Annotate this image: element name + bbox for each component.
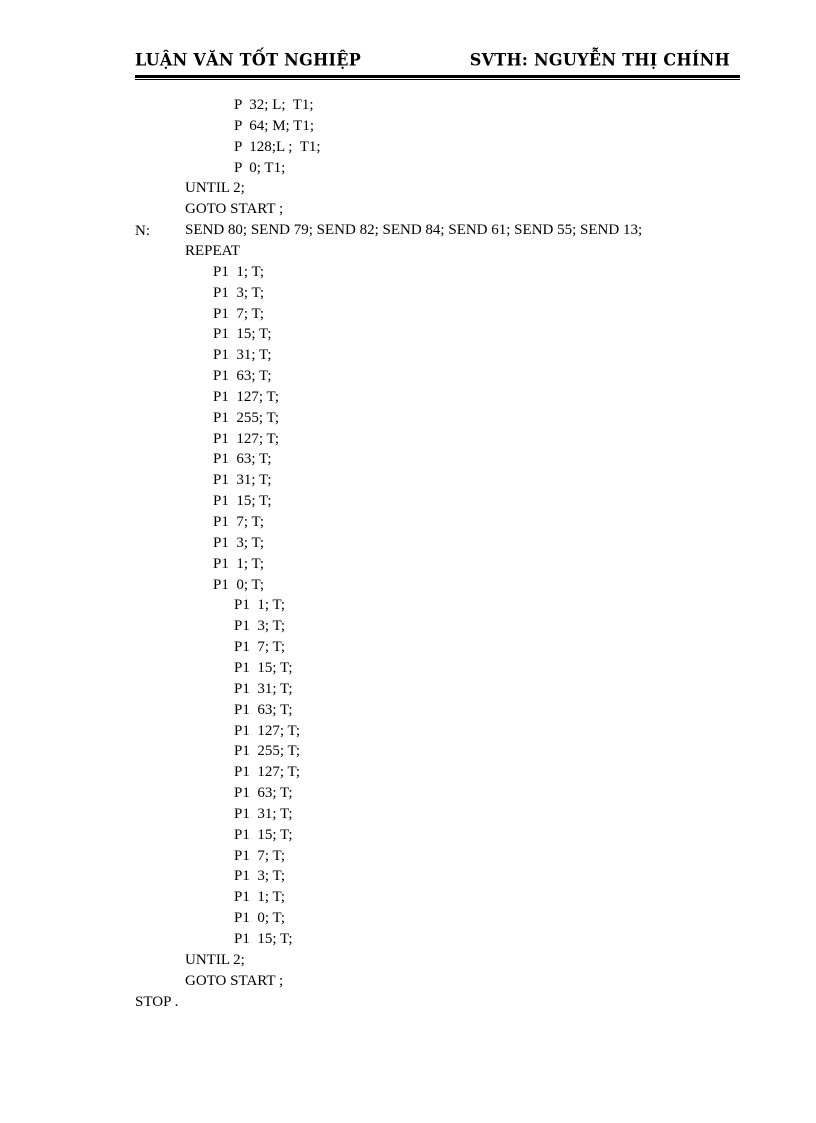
code-line: P1 3; T; bbox=[213, 534, 264, 551]
code-line: P1 127; T; bbox=[213, 388, 279, 405]
header-rule-thin bbox=[135, 79, 740, 80]
code-line: P1 31; T; bbox=[234, 805, 293, 822]
code-line: REPEAT bbox=[185, 242, 241, 259]
code-line: P1 0; T; bbox=[234, 910, 285, 927]
code-line: P1 63; T; bbox=[213, 368, 272, 385]
code-line: P1 7; T; bbox=[213, 514, 264, 530]
code-line: P1 15; T; bbox=[213, 493, 272, 510]
code-line: P 0; T1; bbox=[234, 159, 286, 176]
code-line: P1 15; T; bbox=[234, 659, 293, 676]
code-line: UNTIL 2; bbox=[185, 951, 245, 968]
header-student-name: SVTH: NGUYỄN THỊ CHÍNH bbox=[469, 49, 730, 70]
code-line: P1 255; T; bbox=[234, 743, 300, 760]
code-line: GOTO START ; bbox=[185, 201, 284, 218]
code-line: P1 0; T; bbox=[213, 576, 264, 593]
code-line: P1 7; T; bbox=[234, 847, 285, 864]
code-line: P1 3; T; bbox=[213, 284, 264, 301]
code-line: P1 63; T; bbox=[213, 451, 272, 468]
code-line: P1 1; T; bbox=[234, 889, 285, 906]
code-line: P1 15; T; bbox=[213, 326, 272, 343]
code-line: P1 255; T; bbox=[213, 409, 279, 426]
header-rule-thick bbox=[135, 75, 740, 78]
code-line: P1 63; T; bbox=[234, 785, 293, 802]
code-line: P1 7; T; bbox=[213, 305, 264, 322]
code-line: P1 127; T; bbox=[234, 764, 300, 781]
code-line: P1 31; T; bbox=[213, 347, 272, 364]
code-line: P1 127; T; bbox=[234, 722, 300, 739]
header-thesis-title: LUẬN VĂN TỐT NGHIỆP bbox=[135, 49, 362, 70]
code-line: P1 1; T; bbox=[213, 555, 264, 572]
code-line: STOP . bbox=[135, 993, 179, 1010]
code-line: GOTO START ; bbox=[185, 972, 284, 989]
code-line: P1 63; T; bbox=[234, 701, 293, 718]
code-label-n: N: bbox=[135, 223, 150, 239]
code-line: P1 127; T; bbox=[213, 430, 279, 447]
code-line: P1 1; T; bbox=[234, 597, 285, 614]
code-line: P1 3; T; bbox=[234, 618, 285, 635]
page-header bbox=[135, 50, 740, 74]
code-line: P 32; L; T1; bbox=[234, 97, 314, 113]
code-line: P1 3; T; bbox=[234, 868, 285, 885]
code-line: P 128;L ; T1; bbox=[234, 138, 321, 155]
code-line: P1 31; T; bbox=[213, 472, 272, 489]
code-line: P 64; M; T1; bbox=[234, 117, 315, 134]
code-line: P1 7; T; bbox=[234, 639, 285, 656]
code-line: P1 1; T; bbox=[213, 263, 264, 280]
code-line: P1 15; T; bbox=[234, 826, 293, 843]
code-line: P1 15; T; bbox=[234, 931, 293, 947]
code-line: UNTIL 2; bbox=[185, 180, 245, 197]
code-line: SEND 80; SEND 79; SEND 82; SEND 84; SEND 61; SEND 55; SEND 13; bbox=[185, 222, 643, 239]
code-line: P1 31; T; bbox=[234, 680, 293, 697]
